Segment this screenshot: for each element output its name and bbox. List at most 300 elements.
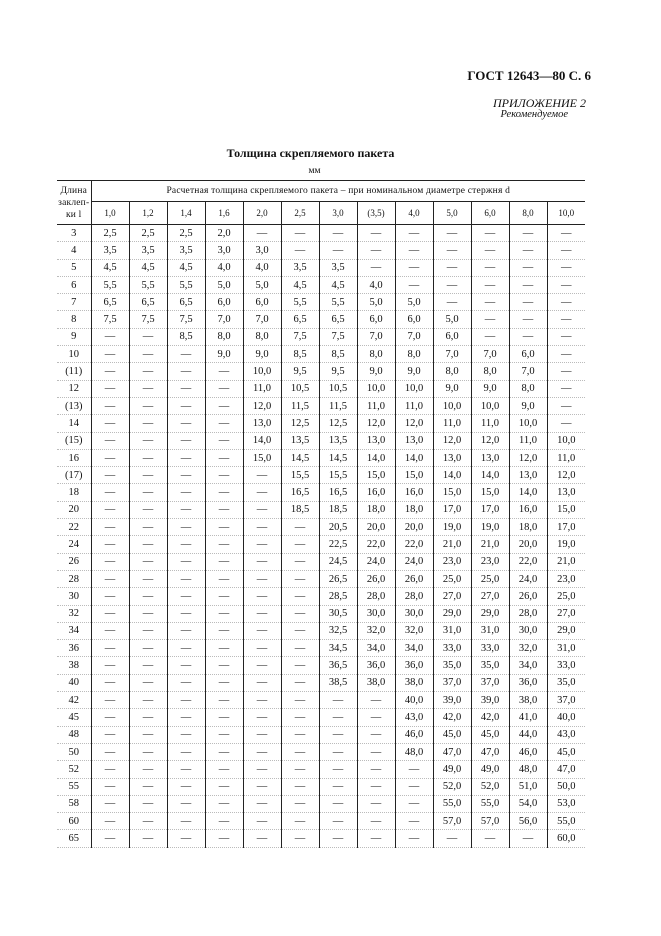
thickness-cell: 5,0	[433, 311, 471, 328]
thickness-cell: —	[281, 674, 319, 691]
thickness-cell: —	[357, 692, 395, 709]
rivet-length-cell: 7	[57, 294, 91, 311]
thickness-cell: 10,0	[395, 380, 433, 397]
thickness-cell: 9,0	[357, 363, 395, 380]
thickness-cell: 7,0	[243, 311, 281, 328]
thickness-cell: 23,0	[547, 570, 585, 587]
thickness-cell: 20,0	[357, 519, 395, 536]
thickness-cell: 39,0	[433, 692, 471, 709]
rivet-length-cell: 22	[57, 519, 91, 536]
thickness-cell: 39,0	[471, 692, 509, 709]
thickness-cell: 45,0	[471, 726, 509, 743]
thickness-cell: —	[91, 415, 129, 432]
thickness-cell: 6,5	[129, 294, 167, 311]
thickness-cell: —	[243, 570, 281, 587]
thickness-cell: 6,5	[167, 294, 205, 311]
thickness-cell: 6,0	[433, 328, 471, 345]
thickness-cell: —	[205, 380, 243, 397]
thickness-cell: 15,5	[319, 467, 357, 484]
unit-label	[0, 166, 661, 176]
thickness-cell: 25,0	[471, 570, 509, 587]
thickness-cell: —	[167, 397, 205, 414]
rivet-length-cell: 28	[57, 570, 91, 587]
thickness-cell: 21,0	[433, 536, 471, 553]
table-row	[57, 311, 585, 328]
thickness-cell: 60,0	[547, 830, 585, 847]
thickness-cell: 13,0	[357, 432, 395, 449]
thickness-cell: 18,0	[395, 501, 433, 518]
table-row	[57, 726, 585, 743]
thickness-cell: —	[509, 276, 547, 293]
thickness-cell: 7,5	[91, 311, 129, 328]
thickness-cell: —	[243, 657, 281, 674]
diameter-header: 1,6	[205, 202, 243, 225]
diameter-header: 1,4	[167, 202, 205, 225]
thickness-cell: —	[395, 813, 433, 830]
thickness-cell: 7,0	[471, 346, 509, 363]
thickness-cell: —	[91, 328, 129, 345]
thickness-cell: 25,0	[433, 570, 471, 587]
thickness-cell: 11,0	[395, 397, 433, 414]
thickness-cell: —	[205, 795, 243, 812]
thickness-cell: —	[205, 674, 243, 691]
rivet-length-cell: 36	[57, 640, 91, 657]
thickness-cell: —	[91, 346, 129, 363]
table-row	[57, 328, 585, 345]
thickness-cell: —	[357, 225, 395, 242]
thickness-cell: 18,0	[357, 501, 395, 518]
thickness-cell: 5,5	[129, 276, 167, 293]
thickness-cell: 4,5	[167, 259, 205, 276]
thickness-cell: 38,0	[509, 692, 547, 709]
table-row	[57, 294, 585, 311]
thickness-cell: —	[433, 242, 471, 259]
thickness-cell: 13,0	[471, 449, 509, 466]
thickness-cell: 3,0	[205, 242, 243, 259]
thickness-cell: 7,0	[357, 328, 395, 345]
thickness-cell: 30,0	[357, 605, 395, 622]
thickness-cell: —	[357, 795, 395, 812]
thickness-cell: —	[167, 830, 205, 847]
rivet-length-cell: 32	[57, 605, 91, 622]
rivet-length-cell: (15)	[57, 432, 91, 449]
rivet-length-cell: 38	[57, 657, 91, 674]
thickness-cell: —	[129, 709, 167, 726]
thickness-cell: —	[243, 484, 281, 501]
table-row	[57, 467, 585, 484]
table-row	[57, 709, 585, 726]
thickness-cell: 15,0	[471, 484, 509, 501]
thickness-cell: 13,0	[395, 432, 433, 449]
thickness-cell: —	[357, 830, 395, 847]
thickness-cell: —	[357, 761, 395, 778]
thickness-cell: 5,5	[281, 294, 319, 311]
thickness-cell: —	[91, 519, 129, 536]
thickness-cell: 14,5	[281, 449, 319, 466]
thickness-cell: 26,5	[319, 570, 357, 587]
table-row	[57, 536, 585, 553]
thickness-cell: 55,0	[433, 795, 471, 812]
thickness-cell: 15,0	[243, 449, 281, 466]
thickness-cell: —	[319, 225, 357, 242]
thickness-cell: 12,0	[471, 432, 509, 449]
thickness-cell: —	[281, 709, 319, 726]
thickness-cell: —	[319, 692, 357, 709]
thickness-cell: 28,0	[395, 588, 433, 605]
thickness-cell: 6,0	[205, 294, 243, 311]
thickness-cell: —	[91, 674, 129, 691]
thickness-cell: —	[395, 259, 433, 276]
thickness-cell: 28,5	[319, 588, 357, 605]
thickness-cell: 21,0	[471, 536, 509, 553]
thickness-cell: —	[129, 380, 167, 397]
thickness-cell: —	[281, 605, 319, 622]
diameter-header: 2,0	[243, 202, 281, 225]
thickness-cell: —	[205, 743, 243, 760]
thickness-cell: —	[167, 761, 205, 778]
thickness-cell: —	[319, 743, 357, 760]
thickness-cell: —	[547, 294, 585, 311]
table-row	[57, 795, 585, 812]
thickness-cell: —	[167, 432, 205, 449]
thickness-cell: —	[281, 726, 319, 743]
thickness-cell: 10,0	[547, 432, 585, 449]
thickness-cell: 4,5	[129, 259, 167, 276]
thickness-cell: 13,5	[281, 432, 319, 449]
length-header-line3: ки l	[65, 209, 82, 220]
thickness-cell: —	[129, 588, 167, 605]
thickness-cell: 22,0	[509, 553, 547, 570]
thickness-cell: 27,0	[471, 588, 509, 605]
thickness-cell: —	[547, 397, 585, 414]
thickness-table	[57, 180, 585, 848]
thickness-cell: —	[167, 484, 205, 501]
thickness-cell: —	[129, 536, 167, 553]
thickness-cell: 14,0	[357, 449, 395, 466]
thickness-cell: 17,0	[471, 501, 509, 518]
thickness-cell: 9,0	[433, 380, 471, 397]
thickness-cell: —	[471, 311, 509, 328]
standard-header: ГОСТ 12643—80 С. 6	[467, 68, 591, 83]
thickness-cell: 6,5	[319, 311, 357, 328]
thickness-cell: 46,0	[509, 743, 547, 760]
thickness-cell: 30,5	[319, 605, 357, 622]
thickness-cell: 12,0	[509, 449, 547, 466]
thickness-cell: 32,5	[319, 622, 357, 639]
thickness-cell: 10,0	[509, 415, 547, 432]
thickness-cell: —	[129, 692, 167, 709]
rivet-length-cell: 26	[57, 553, 91, 570]
thickness-cell: —	[205, 519, 243, 536]
thickness-cell: —	[205, 570, 243, 587]
thickness-cell: 17,0	[433, 501, 471, 518]
thickness-cell: —	[509, 242, 547, 259]
thickness-cell: —	[243, 795, 281, 812]
thickness-cell: 14,0	[395, 449, 433, 466]
thickness-cell: —	[91, 743, 129, 760]
table-row	[57, 778, 585, 795]
thickness-cell: —	[205, 536, 243, 553]
thickness-cell: 41,0	[509, 709, 547, 726]
thickness-cell: 4,0	[357, 276, 395, 293]
thickness-cell: 14,0	[471, 467, 509, 484]
thickness-cell: 7,0	[433, 346, 471, 363]
thickness-cell: 9,0	[243, 346, 281, 363]
thickness-cell: —	[129, 467, 167, 484]
thickness-cell: —	[243, 761, 281, 778]
thickness-cell: —	[91, 536, 129, 553]
table-title	[0, 146, 661, 161]
thickness-cell: —	[129, 605, 167, 622]
thickness-cell: 34,5	[319, 640, 357, 657]
thickness-cell: —	[471, 294, 509, 311]
thickness-cell: —	[471, 830, 509, 847]
table-row	[57, 657, 585, 674]
thickness-cell: —	[91, 692, 129, 709]
thickness-cell: 6,0	[509, 346, 547, 363]
thickness-cell: —	[129, 657, 167, 674]
thickness-cell: 16,0	[357, 484, 395, 501]
thickness-cell: —	[129, 674, 167, 691]
table-row	[57, 761, 585, 778]
rivet-length-cell: 12	[57, 380, 91, 397]
thickness-cell: 8,0	[433, 363, 471, 380]
thickness-cell: —	[167, 570, 205, 587]
thickness-cell: 7,0	[205, 311, 243, 328]
unit-text: мм	[308, 166, 321, 176]
thickness-cell: 10,0	[471, 397, 509, 414]
thickness-cell: —	[129, 432, 167, 449]
thickness-cell: —	[281, 570, 319, 587]
thickness-cell: —	[205, 501, 243, 518]
rivet-length-cell: 30	[57, 588, 91, 605]
thickness-cell: 11,0	[243, 380, 281, 397]
thickness-cell: —	[243, 709, 281, 726]
diameter-header: 2,5	[281, 202, 319, 225]
thickness-cell: —	[91, 501, 129, 518]
thickness-cell: —	[205, 640, 243, 657]
thickness-cell: 10,5	[319, 380, 357, 397]
rivet-length-cell: 40	[57, 674, 91, 691]
thickness-cell: —	[129, 795, 167, 812]
thickness-cell: 29,0	[547, 622, 585, 639]
thickness-cell: 23,0	[471, 553, 509, 570]
thickness-cell: —	[243, 467, 281, 484]
thickness-cell: —	[91, 467, 129, 484]
thickness-cell: —	[281, 553, 319, 570]
thickness-cell: —	[91, 761, 129, 778]
thickness-cell: 2,5	[129, 225, 167, 242]
thickness-cell: —	[319, 830, 357, 847]
thickness-cell: —	[129, 761, 167, 778]
thickness-cell: —	[395, 761, 433, 778]
thickness-cell: —	[319, 761, 357, 778]
thickness-cell: 11,5	[319, 397, 357, 414]
thickness-cell: 13,0	[243, 415, 281, 432]
diameter-header: 1,2	[129, 202, 167, 225]
rivet-length-cell: (17)	[57, 467, 91, 484]
thickness-cell: —	[167, 449, 205, 466]
thickness-cell: —	[395, 795, 433, 812]
thickness-cell: —	[433, 830, 471, 847]
diameter-header-row	[57, 202, 585, 225]
thickness-cell: —	[281, 622, 319, 639]
thickness-cell: 33,0	[547, 657, 585, 674]
thickness-cell: 35,0	[433, 657, 471, 674]
thickness-cell: 11,0	[547, 449, 585, 466]
table-row	[57, 242, 585, 259]
thickness-cell: 7,0	[509, 363, 547, 380]
diameter-header: (3,5)	[357, 202, 395, 225]
thickness-cell: —	[395, 242, 433, 259]
thickness-cell: 18,5	[281, 501, 319, 518]
thickness-cell: —	[243, 501, 281, 518]
thickness-cell: 18,5	[319, 501, 357, 518]
thickness-cell: —	[167, 363, 205, 380]
thickness-cell: 14,0	[243, 432, 281, 449]
rivet-length-cell: 18	[57, 484, 91, 501]
thickness-cell: —	[205, 588, 243, 605]
rivet-length-cell: 52	[57, 761, 91, 778]
thickness-cell: 26,0	[509, 588, 547, 605]
thickness-cell: 34,0	[357, 640, 395, 657]
thickness-cell: 21,0	[547, 553, 585, 570]
thickness-cell: —	[91, 813, 129, 830]
thickness-cell: —	[129, 363, 167, 380]
thickness-cell: —	[509, 311, 547, 328]
thickness-cell: —	[357, 259, 395, 276]
thickness-cell: —	[167, 346, 205, 363]
thickness-cell: 19,0	[471, 519, 509, 536]
thickness-cell: —	[243, 743, 281, 760]
rivet-length-cell: 60	[57, 813, 91, 830]
thickness-cell: 15,0	[395, 467, 433, 484]
thickness-cell: 43,0	[547, 726, 585, 743]
thickness-cell: 11,0	[471, 415, 509, 432]
thickness-cell: —	[167, 501, 205, 518]
thickness-cell: 8,5	[167, 328, 205, 345]
thickness-cell: —	[243, 692, 281, 709]
thickness-cell: —	[509, 294, 547, 311]
thickness-cell: —	[357, 743, 395, 760]
thickness-cell: 2,0	[205, 225, 243, 242]
thickness-cell: 33,0	[433, 640, 471, 657]
thickness-cell: —	[243, 674, 281, 691]
thickness-cell: —	[205, 397, 243, 414]
rivet-length-cell: 5	[57, 259, 91, 276]
thickness-cell: —	[281, 830, 319, 847]
table-row	[57, 640, 585, 657]
thickness-cell: 6,0	[243, 294, 281, 311]
thickness-cell: 10,5	[281, 380, 319, 397]
thickness-cell: —	[91, 622, 129, 639]
thickness-cell: 47,0	[433, 743, 471, 760]
thickness-cell: —	[205, 415, 243, 432]
thickness-cell: 16,0	[395, 484, 433, 501]
thickness-cell: 14,0	[509, 484, 547, 501]
diameter-header: 8,0	[509, 202, 547, 225]
thickness-cell: 28,0	[509, 605, 547, 622]
thickness-cell: 9,0	[509, 397, 547, 414]
thickness-cell: —	[129, 397, 167, 414]
thickness-cell: 30,0	[509, 622, 547, 639]
thickness-cell: 4,5	[91, 259, 129, 276]
thickness-cell: —	[357, 778, 395, 795]
thickness-cell: 22,5	[319, 536, 357, 553]
length-header-line2: заклеп-	[58, 197, 90, 208]
thickness-cell: 5,0	[205, 276, 243, 293]
thickness-cell: —	[547, 242, 585, 259]
thickness-cell: —	[509, 830, 547, 847]
thickness-cell: 14,5	[319, 449, 357, 466]
thickness-cell: 16,0	[509, 501, 547, 518]
thickness-cell: —	[129, 484, 167, 501]
thickness-cell: —	[281, 640, 319, 657]
thickness-cell: —	[547, 380, 585, 397]
rivet-length-cell: 4	[57, 242, 91, 259]
thickness-cell: —	[281, 778, 319, 795]
thickness-cell: 31,0	[471, 622, 509, 639]
thickness-cell: 33,0	[471, 640, 509, 657]
thickness-cell: —	[91, 605, 129, 622]
rivet-length-cell: 3	[57, 225, 91, 242]
thickness-cell: 3,5	[319, 259, 357, 276]
thickness-cell: 12,0	[395, 415, 433, 432]
thickness-cell: 11,5	[281, 397, 319, 414]
thickness-cell: 7,5	[167, 311, 205, 328]
thickness-cell: 36,0	[509, 674, 547, 691]
thickness-cell: 8,0	[205, 328, 243, 345]
diameter-header: 6,0	[471, 202, 509, 225]
thickness-cell: —	[281, 692, 319, 709]
thickness-cell: 8,5	[281, 346, 319, 363]
thickness-cell: —	[547, 311, 585, 328]
thickness-cell: —	[205, 449, 243, 466]
thickness-cell: —	[243, 622, 281, 639]
table-row	[57, 588, 585, 605]
thickness-cell: —	[471, 242, 509, 259]
table-row	[57, 449, 585, 466]
thickness-cell: —	[91, 778, 129, 795]
thickness-cell: —	[129, 553, 167, 570]
thickness-cell: —	[547, 363, 585, 380]
thickness-cell: —	[319, 709, 357, 726]
thickness-cell: —	[91, 380, 129, 397]
thickness-cell: —	[91, 397, 129, 414]
thickness-cell: 22,0	[395, 536, 433, 553]
table-row	[57, 692, 585, 709]
table-row	[57, 484, 585, 501]
thickness-cell: 6,5	[91, 294, 129, 311]
thickness-cell: 27,0	[547, 605, 585, 622]
thickness-cell: 2,5	[91, 225, 129, 242]
thickness-cell: 10,0	[433, 397, 471, 414]
thickness-cell: 8,0	[243, 328, 281, 345]
thickness-cell: 3,5	[167, 242, 205, 259]
thickness-cell: 55,0	[471, 795, 509, 812]
table-row	[57, 346, 585, 363]
table-title-text: Толщина скрепляемого пакета	[226, 146, 395, 160]
thickness-cell: —	[243, 778, 281, 795]
thickness-cell: 30,0	[395, 605, 433, 622]
table-row	[57, 519, 585, 536]
thickness-cell: —	[471, 259, 509, 276]
thickness-cell: 29,0	[433, 605, 471, 622]
thickness-cell: —	[91, 570, 129, 587]
thickness-cell: 9,5	[319, 363, 357, 380]
thickness-cell: —	[129, 778, 167, 795]
thickness-cell: —	[129, 726, 167, 743]
